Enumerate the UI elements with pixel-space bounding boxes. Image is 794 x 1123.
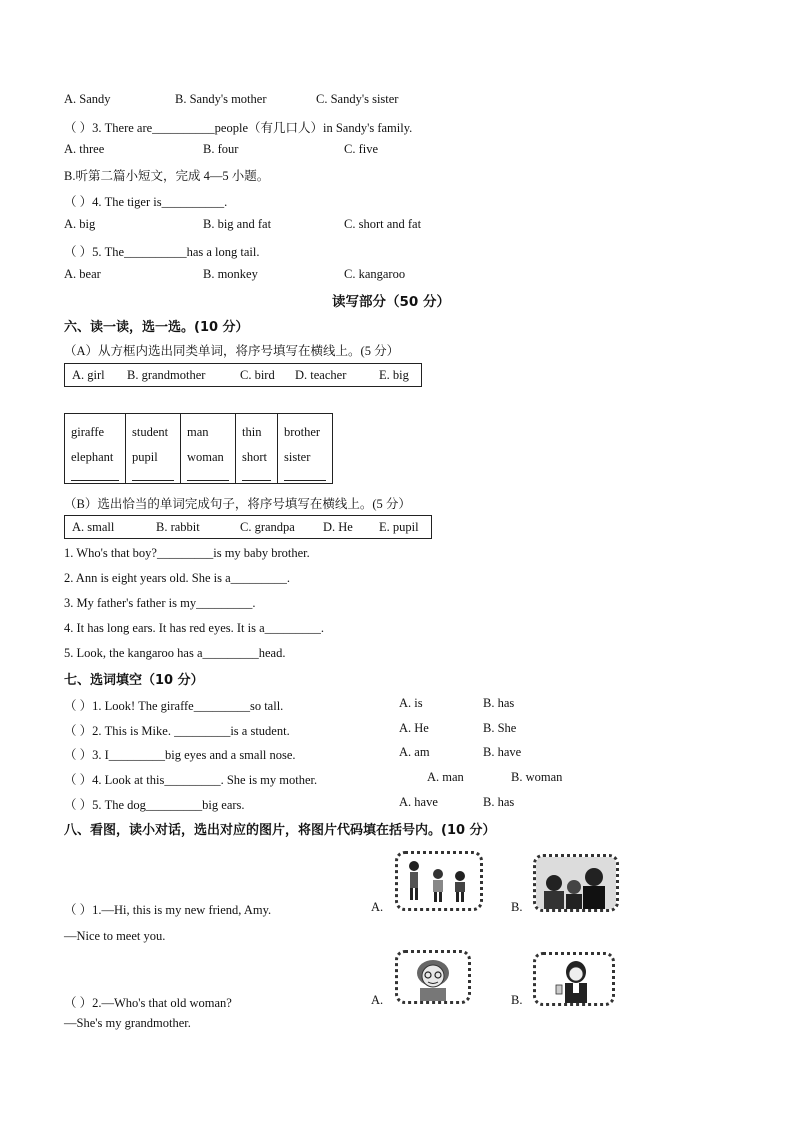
- grid-cell: [236, 414, 278, 484]
- word-a-girl: A. girl: [72, 368, 105, 382]
- section-seven-title: 七、选词填空（10 分）: [64, 673, 204, 688]
- seven-q4[interactable]: （ ）4. Look at this_________. She is my mother.: [64, 773, 318, 787]
- grid-word: student: [132, 425, 169, 439]
- grid-word: short: [242, 450, 267, 464]
- grid-word: elephant: [71, 450, 114, 464]
- seven-q5-option-b: B. has: [483, 795, 515, 809]
- seven-q1-option-b: B. has: [483, 696, 515, 710]
- part-b-word-box: [64, 515, 432, 539]
- grid-word: brother: [284, 425, 321, 439]
- eight-q1-label-a: A.: [371, 900, 384, 914]
- section-eight-title: 八、看图，读小对话，选出对应的图片，将图片代码填在括号内。(10 分）: [64, 823, 496, 838]
- sentence-4[interactable]: 4. It has long ears. It has red eyes. It is a_________.: [64, 621, 325, 635]
- eight-q1-label-b: B.: [511, 900, 523, 914]
- grid-cell: [126, 414, 181, 484]
- q5-option-c: C. kangaroo: [344, 267, 406, 281]
- part-a-word-box: [64, 363, 422, 387]
- q4-question: [64, 192, 227, 210]
- sentence-2[interactable]: 2. Ann is eight years old. She is a_________.: [64, 571, 291, 585]
- word-e-big: E. big: [379, 368, 409, 382]
- section-six-title: 六、读一读，选一选。(10 分）: [64, 320, 249, 335]
- grid-cell: [278, 414, 333, 484]
- q4-post: .: [224, 195, 228, 209]
- grid-word: sister: [284, 450, 311, 464]
- q4-paren[interactable]: （ ）4.: [64, 195, 102, 209]
- word-category-grid: [64, 413, 333, 484]
- word-b-grandmother: B. grandmother: [127, 368, 206, 382]
- q3-blank[interactable]: __________: [152, 121, 215, 135]
- word-a-small: A. small: [72, 520, 115, 534]
- q3-paren[interactable]: （ ）3.: [64, 121, 102, 135]
- seven-q5[interactable]: （ ）5. The dog_________big ears.: [64, 798, 245, 812]
- eight-q1[interactable]: （ ）1.—Hi, this is my new friend, Amy.: [64, 903, 272, 917]
- seven-q3-option-b: B. have: [483, 745, 522, 759]
- answer-blank[interactable]: [71, 472, 119, 481]
- part-b-instruction: （B）选出恰当的单词完成句子，将序号填写在横线上。(5 分）: [64, 497, 411, 511]
- seven-q4-option-b: B. woman: [511, 770, 563, 784]
- seven-q1-option-a: A. is: [399, 696, 423, 710]
- q2-option-c: C. Sandy's sister: [316, 92, 399, 106]
- seven-q3[interactable]: （ ）3. I_________big eyes and a small nose.: [64, 748, 296, 762]
- grid-word: woman: [187, 450, 224, 464]
- word-c-grandpa: C. grandpa: [240, 520, 295, 534]
- seven-q2-option-b: B. She: [483, 721, 517, 735]
- seven-q5-option-a: A. have: [399, 795, 438, 809]
- answer-blank[interactable]: [242, 472, 271, 481]
- friends-group-illustration: [398, 854, 480, 908]
- seven-q3-option-a: A. am: [399, 745, 430, 759]
- q4-option-a: A. big: [64, 217, 96, 231]
- answer-blank[interactable]: [284, 472, 326, 481]
- eight-q1-reply: —Nice to meet you.: [64, 929, 166, 943]
- old-woman-illustration: [398, 953, 468, 1001]
- section-b-instruction: B.听第二篇小短文，完成 4—5 小题。: [64, 169, 270, 183]
- word-b-rabbit: B. rabbit: [156, 520, 200, 534]
- q3-option-b: B. four: [203, 142, 239, 156]
- q4-option-b: B. big and fat: [203, 217, 272, 231]
- eight-q2-reply: —She's my grandmother.: [64, 1016, 191, 1030]
- q2-option-b: B. Sandy's mother: [175, 92, 267, 106]
- q5-option-a: A. bear: [64, 267, 101, 281]
- grid-word: giraffe: [71, 425, 105, 439]
- q5-post: has a long tail.: [186, 245, 260, 259]
- grid-word: thin: [242, 425, 262, 439]
- word-d-he: D. He: [323, 520, 353, 534]
- q3-pre: There are: [104, 121, 153, 135]
- seven-q2[interactable]: （ ）2. This is Mike. _________is a student.: [64, 724, 290, 738]
- word-d-teacher: D. teacher: [295, 368, 347, 382]
- q5-pre: The: [104, 245, 125, 259]
- q2-option-a: A. Sandy: [64, 92, 111, 106]
- family-portrait-illustration: [536, 857, 616, 909]
- young-woman-illustration: [536, 955, 612, 1003]
- q4-pre: The tiger is: [104, 195, 162, 209]
- picture-family-portrait[interactable]: [533, 854, 619, 912]
- grid-cell: [181, 414, 236, 484]
- q4-option-c: C. short and fat: [344, 217, 422, 231]
- q5-paren[interactable]: （ ）5.: [64, 245, 102, 259]
- grid-word: pupil: [132, 450, 158, 464]
- q5-blank[interactable]: __________: [124, 245, 187, 259]
- sentence-3[interactable]: 3. My father's father is my_________.: [64, 596, 256, 610]
- seven-q1[interactable]: （ ）1. Look! The giraffe_________so tall.: [64, 699, 284, 713]
- sentence-5[interactable]: 5. Look, the kangaroo has a_________head.: [64, 646, 286, 660]
- part-a-instruction: （A）从方框内选出同类单词，将序号填写在横线上。(5 分）: [64, 344, 400, 358]
- seven-q4-option-a: A. man: [427, 770, 464, 784]
- q3-option-c: C. five: [344, 142, 379, 156]
- word-c-bird: C. bird: [240, 368, 275, 382]
- q4-blank[interactable]: __________: [161, 195, 225, 209]
- grid-word: man: [187, 425, 209, 439]
- eight-q2-label-a: A.: [371, 993, 384, 1007]
- reading-writing-title: 读写部分（50 分）: [332, 294, 450, 310]
- answer-blank[interactable]: [132, 472, 174, 481]
- picture-young-woman[interactable]: [533, 952, 615, 1006]
- eight-q2-label-b: B.: [511, 993, 523, 1007]
- eight-q2[interactable]: （ ）2.—Who's that old woman?: [64, 996, 232, 1010]
- word-e-pupil: E. pupil: [379, 520, 419, 534]
- q3-question: [64, 118, 412, 136]
- seven-q2-option-a: A. He: [399, 721, 429, 735]
- answer-blank[interactable]: [187, 472, 229, 481]
- q3-option-a: A. three: [64, 142, 105, 156]
- picture-old-woman[interactable]: [395, 950, 471, 1004]
- q5-option-b: B. monkey: [203, 267, 258, 281]
- q5-question: [64, 242, 259, 260]
- sentence-1[interactable]: 1. Who's that boy?_________is my baby brother.: [64, 546, 310, 560]
- q3-post: people（有几口人）in Sandy's family.: [214, 121, 413, 135]
- picture-friends-group[interactable]: [395, 851, 483, 911]
- grid-cell: [65, 414, 126, 484]
